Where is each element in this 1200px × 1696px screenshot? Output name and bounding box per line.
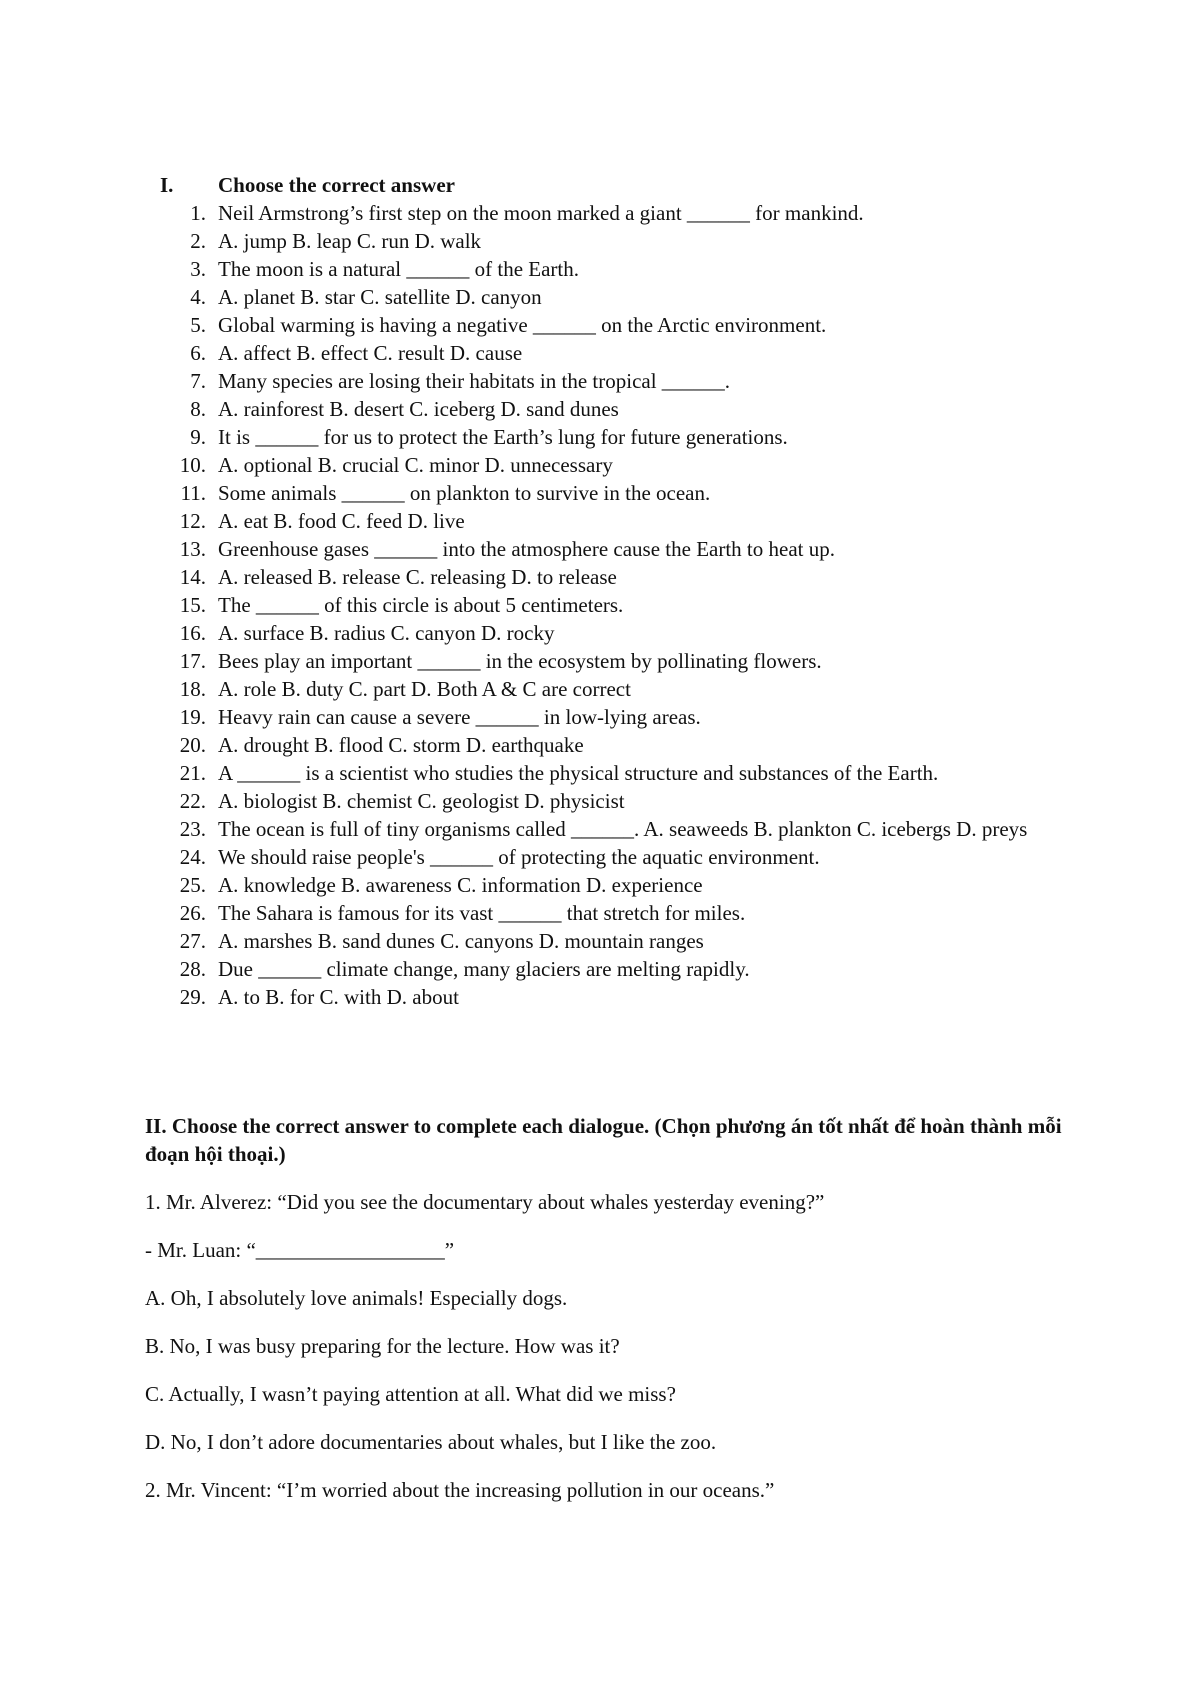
question-item <box>160 395 1100 423</box>
question-item <box>160 619 1100 647</box>
question-item <box>160 563 1100 591</box>
question-text: Greenhouse gases ______ into the atmosphere cause the Earth to heat up. <box>218 537 835 561</box>
dialogue-1-option-b: B. No, I was busy preparing for the lecture. How was it? <box>145 1334 620 1358</box>
question-item <box>160 283 1100 311</box>
question-text: A. to B. for C. with D. about <box>218 985 459 1009</box>
question-list <box>160 199 1100 1011</box>
question-item <box>160 647 1100 675</box>
question-text: The moon is a natural ______ of the Earth. <box>218 257 579 281</box>
question-number: 12. <box>179 509 206 533</box>
question-item <box>160 255 1100 283</box>
question-item <box>160 591 1100 619</box>
question-text: A. role B. duty C. part D. Both A & C are correct <box>218 677 631 701</box>
question-item <box>160 339 1100 367</box>
question-item <box>160 815 1100 843</box>
question-number: 15. <box>179 593 206 617</box>
question-item <box>160 927 1100 955</box>
question-number: 7. <box>190 369 206 393</box>
question-number: 22. <box>179 789 206 813</box>
question-text: A. knowledge B. awareness C. information D. experience <box>218 873 703 897</box>
question-number: 24. <box>179 845 206 869</box>
dialogue-1-option-c: C. Actually, I wasn’t paying attention at all. What did we miss? <box>145 1382 676 1406</box>
question-number: 4. <box>190 285 206 309</box>
question-text: Many species are losing their habitats in the tropical ______. <box>218 369 731 393</box>
question-text: A. drought B. flood C. storm D. earthquake <box>218 733 584 757</box>
question-text: A. optional B. crucial C. minor D. unnecessary <box>218 453 613 477</box>
question-text: Due ______ climate change, many glaciers are melting rapidly. <box>218 957 750 981</box>
question-text: A. eat B. food C. feed D. live <box>218 509 465 533</box>
question-text: Global warming is having a negative ______ on the Arctic environment. <box>218 313 827 337</box>
question-number: 6. <box>190 341 206 365</box>
section-2-title: II. Choose the correct answer to complete each dialogue. (Chọn phương án tốt nhất để hoàn thành mỗi đoạn hội thoại.) <box>145 1114 1062 1166</box>
question-text: The Sahara is famous for its vast ______ that stretch for miles. <box>218 901 746 925</box>
question-number: 16. <box>179 621 206 645</box>
question-item <box>160 507 1100 535</box>
question-number: 9. <box>190 425 206 449</box>
question-number: 5. <box>190 313 206 337</box>
question-number: 18. <box>179 677 206 701</box>
question-number: 13. <box>179 537 206 561</box>
question-item <box>160 843 1100 871</box>
question-item <box>160 759 1100 787</box>
question-number: 27. <box>179 929 206 953</box>
section-dialogue <box>145 1112 1075 1504</box>
section-1-numeral: I. <box>160 173 174 197</box>
question-number: 14. <box>179 565 206 589</box>
dialogue-2-prompt: 2. Mr. Vincent: “I’m worried about the increasing pollution in our oceans.” <box>145 1478 775 1502</box>
question-item <box>160 703 1100 731</box>
question-text: Neil Armstrong’s first step on the moon marked a giant ______ for mankind. <box>218 201 864 225</box>
question-number: 23. <box>179 817 206 841</box>
question-text: A. surface B. radius C. canyon D. rocky <box>218 621 555 645</box>
question-number: 19. <box>179 705 206 729</box>
question-number: 2. <box>190 229 206 253</box>
question-number: 21. <box>179 761 206 785</box>
question-number: 8. <box>190 397 206 421</box>
question-number: 11. <box>180 481 206 505</box>
dialogue-1-option-a: A. Oh, I absolutely love animals! Especially dogs. <box>145 1286 568 1310</box>
question-text: A. planet B. star C. satellite D. canyon <box>218 285 542 309</box>
question-item <box>160 731 1100 759</box>
question-item <box>160 983 1100 1011</box>
question-item <box>160 423 1100 451</box>
section-1-heading <box>160 171 1100 199</box>
question-item <box>160 899 1100 927</box>
question-item <box>160 367 1100 395</box>
question-number: 29. <box>179 985 206 1009</box>
question-item <box>160 955 1100 983</box>
question-number: 25. <box>179 873 206 897</box>
question-item <box>160 535 1100 563</box>
question-text: A. rainforest B. desert C. iceberg D. sand dunes <box>218 397 619 421</box>
dialogue-1-reply: - Mr. Luan: “__________________” <box>145 1238 455 1262</box>
question-text: The ocean is full of tiny organisms called ______. A. seaweeds B. plankton C. icebergs D. preys <box>218 817 1028 841</box>
section-1-title: Choose the correct answer <box>218 173 455 197</box>
question-text: A. biologist B. chemist C. geologist D. physicist <box>218 789 625 813</box>
question-text: A. jump B. leap C. run D. walk <box>218 229 482 253</box>
question-number: 20. <box>179 733 206 757</box>
question-item <box>160 451 1100 479</box>
question-text: A. affect B. effect C. result D. cause <box>218 341 523 365</box>
question-item <box>160 871 1100 899</box>
question-text: A. marshes B. sand dunes C. canyons D. mountain ranges <box>218 929 704 953</box>
question-number: 28. <box>179 957 206 981</box>
question-number: 3. <box>190 257 206 281</box>
question-text: A ______ is a scientist who studies the physical structure and substances of the Earth. <box>218 761 939 785</box>
question-text: The ______ of this circle is about 5 centimeters. <box>218 593 624 617</box>
question-number: 1. <box>190 201 206 225</box>
question-item <box>160 787 1100 815</box>
question-item <box>160 479 1100 507</box>
question-item <box>160 675 1100 703</box>
question-number: 10. <box>179 453 206 477</box>
question-number: 26. <box>179 901 206 925</box>
question-item <box>160 199 1100 227</box>
question-text: Heavy rain can cause a severe ______ in low-lying areas. <box>218 705 701 729</box>
question-item <box>160 227 1100 255</box>
question-text: We should raise people's ______ of protecting the aquatic environment. <box>218 845 820 869</box>
question-text: It is ______ for us to protect the Earth’s lung for future generations. <box>218 425 788 449</box>
dialogue-1-prompt: 1. Mr. Alverez: “Did you see the documentary about whales yesterday evening?” <box>145 1190 825 1214</box>
question-text: Some animals ______ on plankton to survive in the ocean. <box>218 481 711 505</box>
dialogue-1-option-d: D. No, I don’t adore documentaries about whales, but I like the zoo. <box>145 1430 717 1454</box>
section-multiple-choice <box>160 171 1100 1011</box>
question-text: Bees play an important ______ in the ecosystem by pollinating flowers. <box>218 649 822 673</box>
question-number: 17. <box>179 649 206 673</box>
question-text: A. released B. release C. releasing D. to release <box>218 565 617 589</box>
question-item <box>160 311 1100 339</box>
